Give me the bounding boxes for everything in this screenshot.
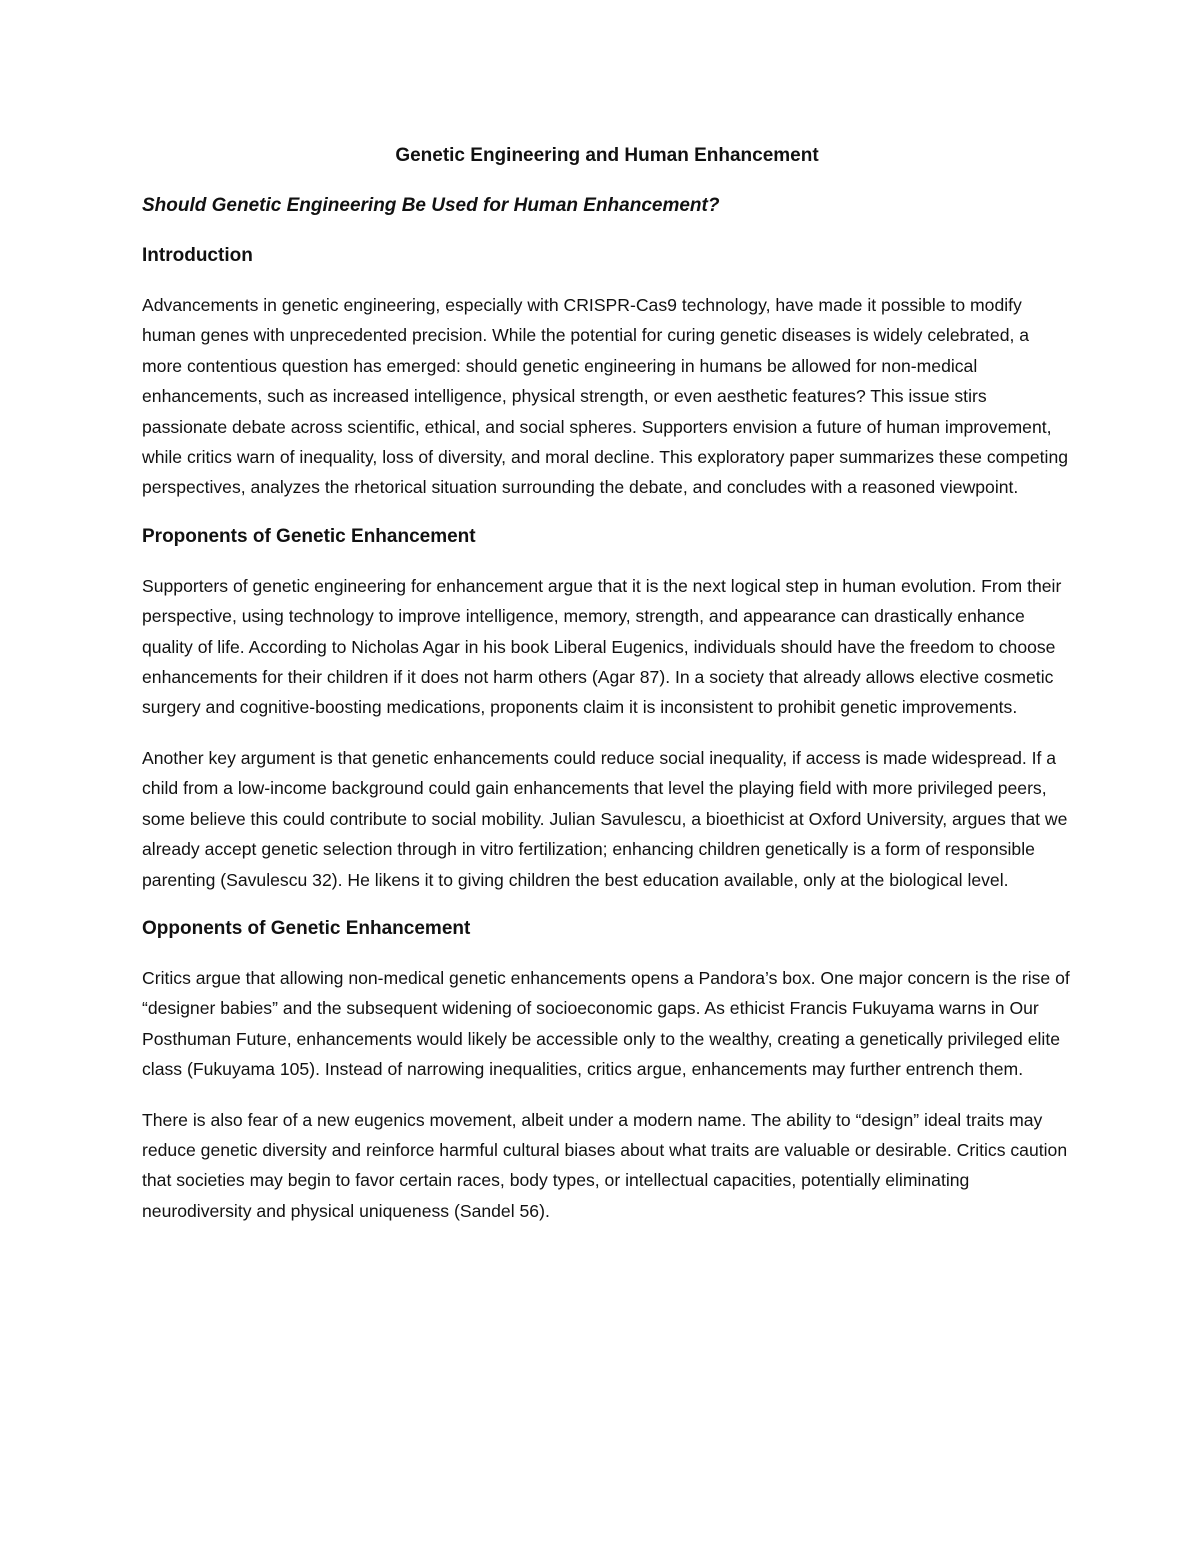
section-heading-opponents: Opponents of Genetic Enhancement	[142, 917, 471, 939]
document-body	[142, 142, 1072, 1246]
paragraph-proponents-1: Supporters of genetic engineering for enhancement argue that it is the next logical step in human evolution. From their perspective, using technology to improve intelligence, memory, strength, and appearance can drastically enhance quality of life. According to Nicholas Agar in his book Liberal Eugenics, individuals should have the freedom to choose enhancements for their children if it does not harm others (Agar 87). In a society that already allows elective cosmetic surgery and cognitive-boosting medications, proponents claim it is inconsistent to prohibit genetic improvements.	[142, 575, 1062, 718]
section-heading-proponents: Proponents of Genetic Enhancement	[142, 525, 476, 547]
document-title: Genetic Engineering and Human Enhancement	[395, 145, 819, 166]
document-subtitle: Should Genetic Engineering Be Used for Human Enhancement?	[142, 195, 720, 216]
paragraph-opponents-1: Critics argue that allowing non-medical genetic enhancements opens a Pandora’s box. One major concern is the rise of “designer babies” and the subsequent widening of socioeconomic gaps. As ethicist Francis Fukuyama warns in Our Posthuman Future, enhancements would likely be accessible only to the wealthy, creating a genetically privileged elite class (Fukuyama 105). Instead of narrowing inequalities, critics argue, enhancements may further entrench them.	[142, 967, 1070, 1080]
section-heading-introduction: Introduction	[142, 245, 253, 266]
paragraph-opponents-2: There is also fear of a new eugenics movement, albeit under a modern name. The ability to “design” ideal traits may reduce genetic diversity and reinforce harmful cultural biases about what traits are valuable or desirable. Critics caution that societies may begin to favor certain races, body types, or intellectual capacities, potentially eliminating neurodiversity and physical uniqueness (Sandel 56).	[142, 1109, 1068, 1221]
paragraph-proponents-2: Another key argument is that genetic enhancements could reduce social inequality, if access is made widespread. If a child from a low-income background could gain enhancements that level the playing field with more privileged peers, some believe this could contribute to social mobility. Julian Savulescu, a bioethicist at Oxford University, argues that we already accept genetic selection through in vitro fertilization; enhancing children genetically is a form of responsible parenting (Savulescu 32). He likens it to giving children the best education available, only at the biological level.	[142, 747, 1068, 890]
paragraph-introduction: Advancements in genetic engineering, especially with CRISPR-Cas9 technology, have made it possible to modify human genes with unprecedented precision. While the potential for curing genetic diseases is widely celebrated, a more contentious question has emerged: should genetic engineering in humans be allowed for non-medical enhancements, such as increased intelligence, physical strength, or even aesthetic features? This issue stirs passionate debate across scientific, ethical, and social spheres. Supporters envision a future of human improvement, while critics warn of inequality, loss of diversity, and moral decline. This exploratory paper summarizes these competing perspectives, analyzes the rhetorical situation surrounding the debate, and concludes with a reasoned viewpoint.	[142, 295, 1069, 498]
